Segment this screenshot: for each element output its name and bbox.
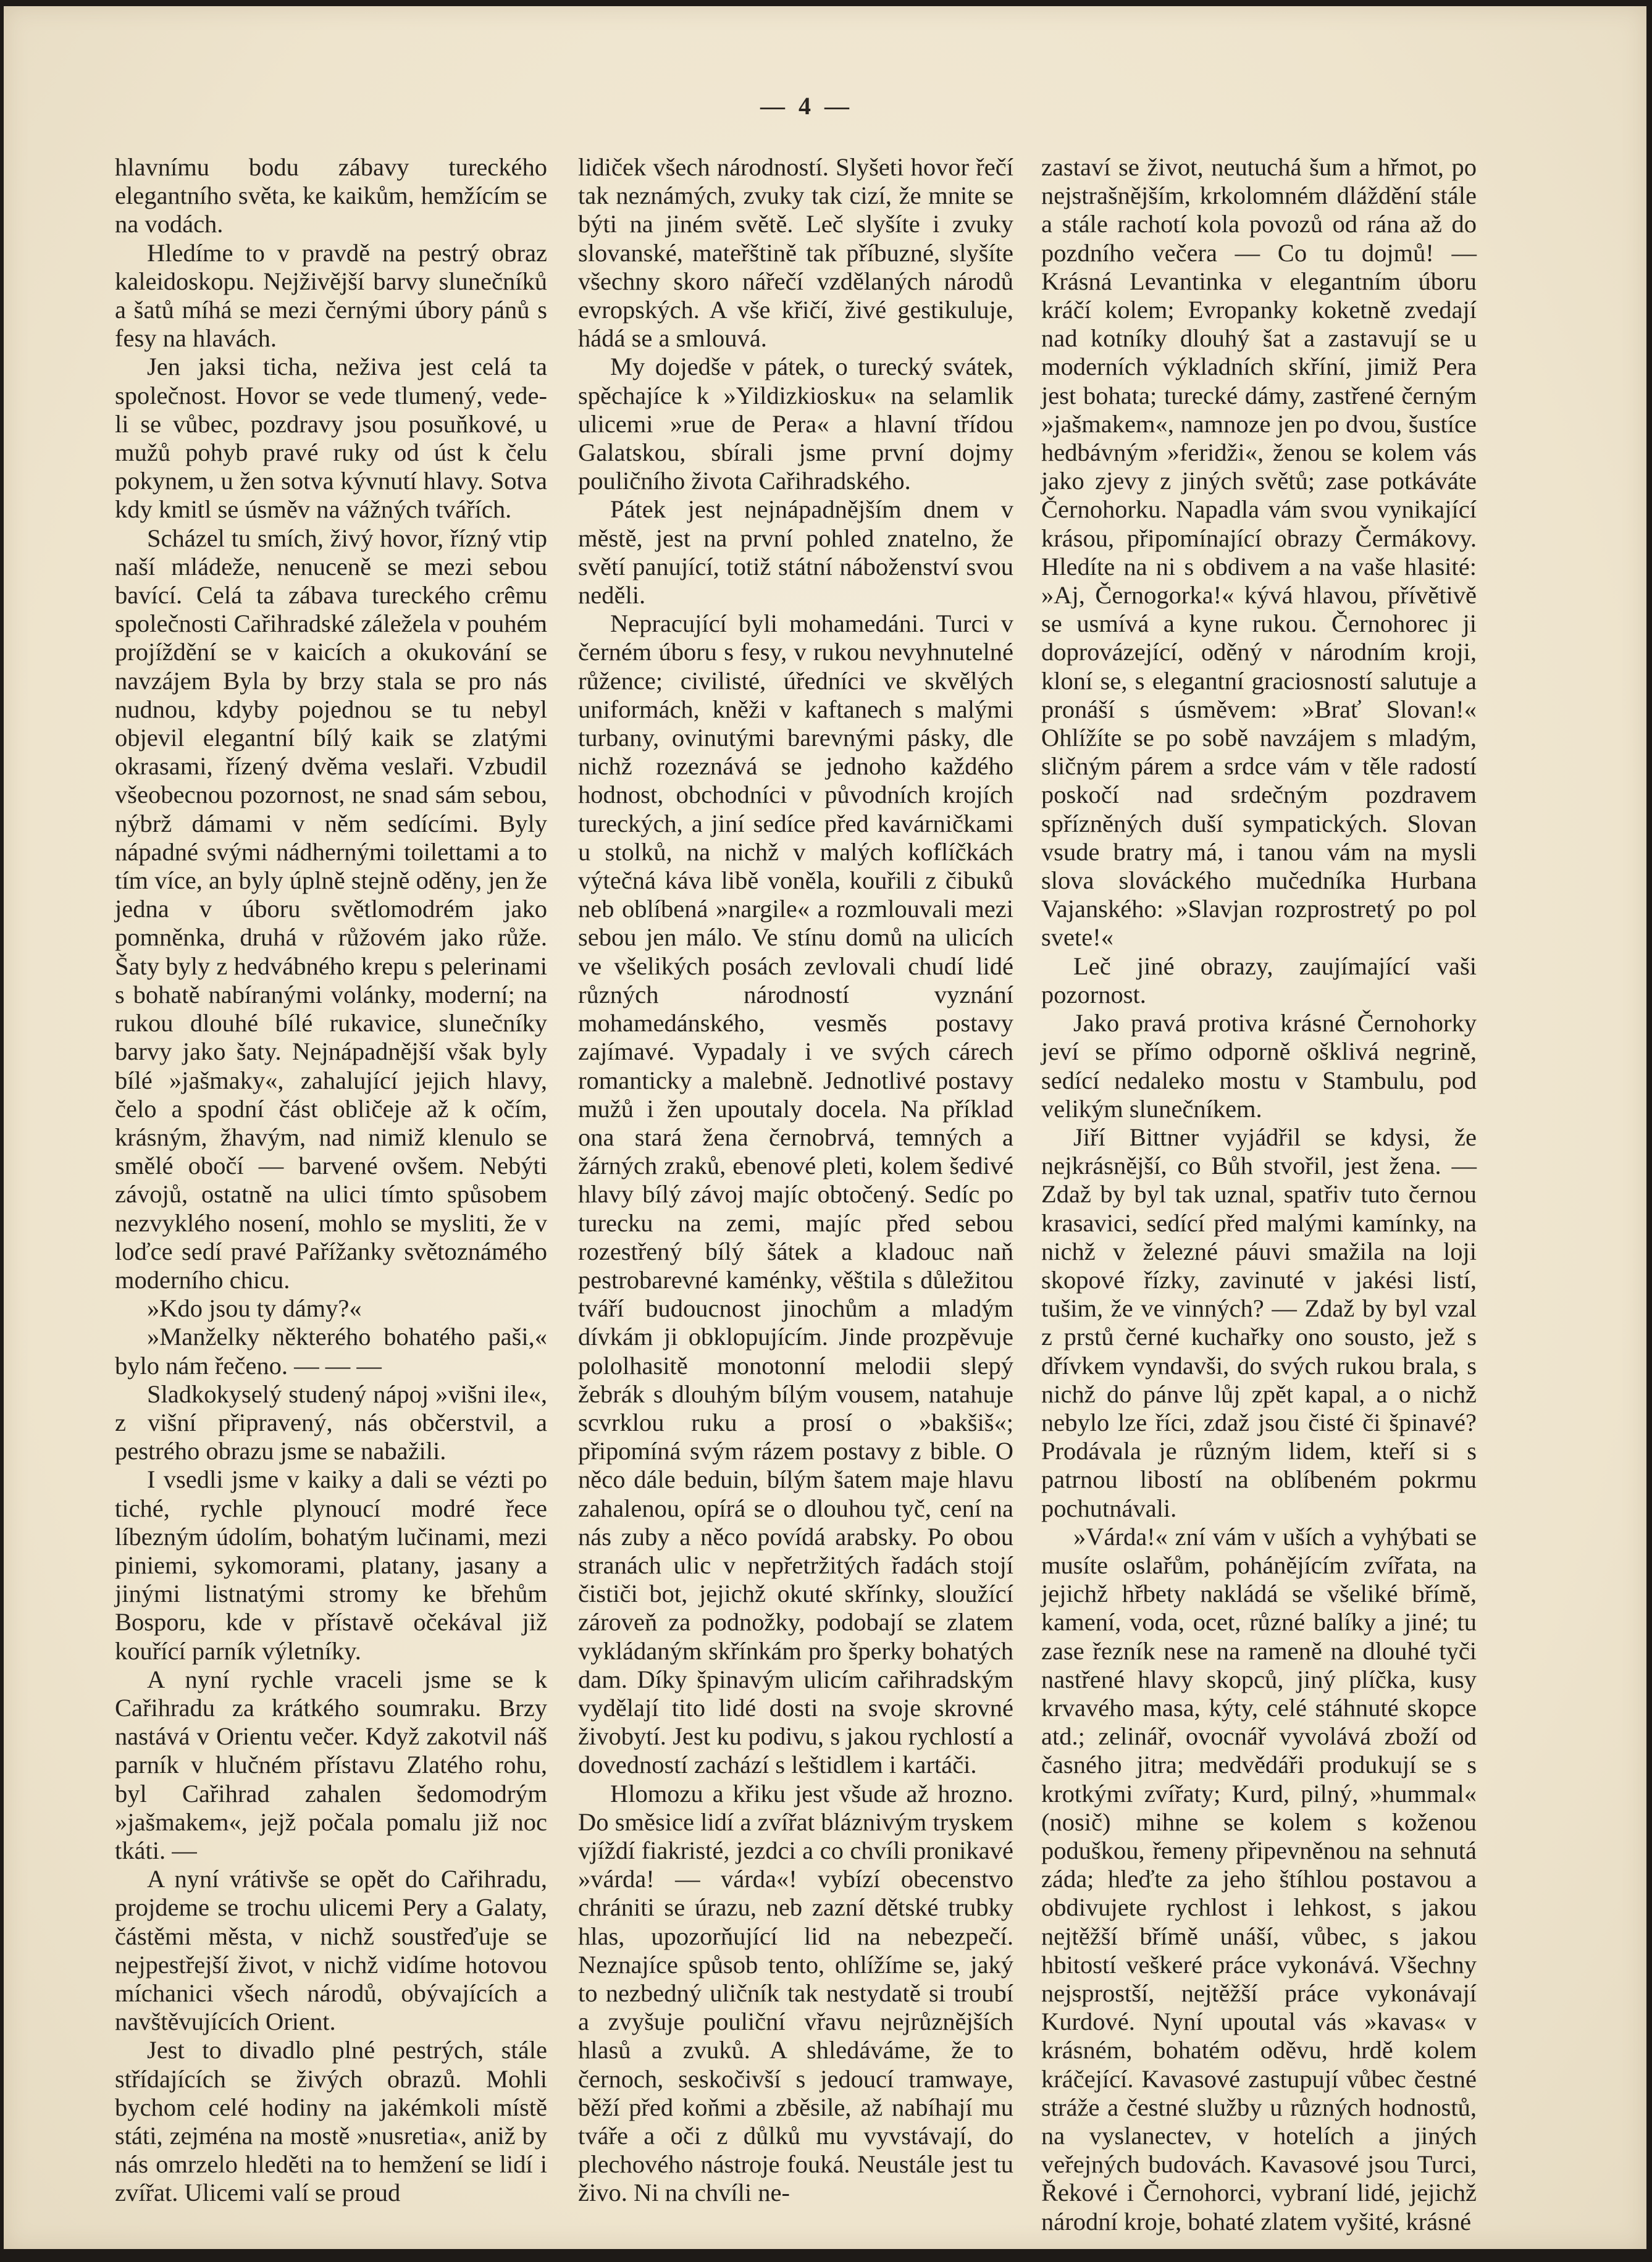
paragraph: Jest to divadlo plné pestrých, stále střídajících se živých obrazů. Mohli bychom celé hodiny na jakémkoli místě státi, zejména na mostě »nusretia«, aniž by nás omrzelo hleděti na to hemžení se lidí i zvířat. Ulicemi valí se proud [115, 2036, 547, 2207]
paragraph: Jako pravá protiva krásné Černohorky jeví se přímo odporně ošklivá negrině, sedící nedaleko mostu v Stambulu, pod velikým slunečníkem. [1041, 1009, 1477, 1123]
paragraph: Leč jiné obrazy, zaujímající vaši pozornost. [1041, 952, 1477, 1008]
page-number: — 4 — [760, 92, 853, 120]
paragraph: My dojedše v pátek, o turecký svátek, spěchajíce k »Yildizkiosku« na selamlik ulicemi »rue de Pera« a hlavní třídou Galatskou, sbírali jsme první dojmy pouličního života Cařihradského. [578, 353, 1013, 495]
paragraph: »Várda!« zní vám v uších a vyhýbati se musíte oslařům, pohánějícím zvířata, na jejichž hřbety nakládá se všeliké břímě, kamení, voda, ocet, různé balíky a jiné; tu zase řezník nese na rameně na dlouhé tyči nastřené hlavy skopců, jiný plíčka, kusy krvavého masa, kýty, celé stáhnuté skopce atd.; zelinář, ovocnář vyvolává zboží od časného jitra; medvědáři produkují se s krotkými zvířaty; Kurd, pilný, »hummal« (nosič) mihne se kolem s koženou poduškou, řemeny připevněnou na sehnutá záda; hleďte za jeho štíhlou postavou a obdivujete rychlost i lehkost, s jakou nejtěžší břímě unáší, vůbec, s jakou hbitostí veškeré práce vykonává. Všechny nejsprostší, nejtěžší práce vykonávají Kurdové. Nyní upoutal vás »kavas« v krásném, bohatém oděvu, hrdě kolem kráčející. Kavasové zastupují vůbec čestné stráže a čestné služby u různých hodnostů, na vyslanectev, v hotelích a jiných veřejných budovách. Kavasové jsou Turci, Řekové i Černohorci, vybraní lidé, jejichž národní kroje, bohaté zlatem vyšité, krásné [1041, 1522, 1477, 2235]
paragraph: Jen jaksi ticha, neživa jest celá ta společnost. Hovor se vede tlumený, vede-li se vůbec, pozdravy jsou posuňkové, u mužů pohyb pravé ruky od úst k čelu pokynem, u žen sotva kývnutí hlavy. Sotva kdy kmitl se úsměv na vážných tvářích. [115, 353, 547, 524]
text-column-1 [115, 153, 547, 2216]
newspaper-page [4, 6, 1646, 2249]
text-column-3 [1041, 153, 1477, 2235]
paragraph: Hlomozu a křiku jest všude až hrozno. Do směsice lidí a zvířat bláznivým tryskem vjíždí fiakristé, jezdci a co chvíli pronikavé »várda! — várda«! vybízí obecenstvo chrániti se úrazu, neb zazní dětské trubky hlas, upozorňující lid na nebezpečí. Neznajíce spůsob tento, ohlížíme se, jaký to nezbedný uličník tak nestydatě si troubí a zvyšuje pouliční vřavu nejrůznějších hlasů a zvuků. A shledáváme, že to černoch, seskočivší s jedoucí tramwaye, běží před koňmi a zběsile, až nabíhají mu tváře a oči z důlků mu vyvstávají, do plechového nástroje fouká. Neustále jest tu živo. Ni na chvíli ne- [578, 1779, 1013, 2207]
paragraph: A nyní vrátivše se opět do Cařihradu, projdeme se trochu ulicemi Pery a Galaty, částěmi města, v nichž soustřeďuje se nejpestřejší život, v nichž vidíme hotovou míchanici všech národů, obývajících a navštěvujících Orient. [115, 1865, 547, 2036]
paragraph: »Manželky některého bohatého paši,« bylo nám řečeno. — — — [115, 1323, 547, 1380]
paragraph: lidiček všech národností. Slyšeti hovor řečí tak neznámých, zvuky tak cizí, že mnite se býti na jiném světě. Leč slyšíte i zvuky slovanské, mateřštině tak příbuzné, slyšíte všechny skoro nářečí vzdělaných národů evropských. A vše křičí, živé gestikuluje, hádá se a smlouvá. [578, 153, 1013, 353]
paragraph: Hledíme to v pravdě na pestrý obraz kaleidoskopu. Nejživější barvy slunečníků a šatů míhá se mezi černými úbory pánů s fesy na hlavách. [115, 238, 547, 353]
paragraph: hlavnímu bodu zábavy tureckého elegantního světa, ke kaikům, hemžícím se na vodách. [115, 153, 547, 238]
paragraph: Sladkokyselý studený nápoj »višni ile«, z višní připravený, nás občerstvil, a pestrého obrazu jsme se nabažili. [115, 1380, 547, 1465]
text-column-2 [578, 153, 1013, 2216]
paragraph: Scházel tu smích, živý hovor, řízný vtip naší mládeže, nenuceně se mezi sebou bavící. Celá ta zábava tureckého crêmu společnosti Cařihradské záležela v pouhém projíždění se v kaicích a okukování se navzájem Byla by brzy stala se pro nás nudnou, kdyby pojednou se tu nebyl objevil elegantní bílý kaik se zlatými okrasami, řízený dvěma veslaři. Vzbudil všeobecnou pozornost, ne snad sám sebou, nýbrž dámami v něm sedícími. Byly nápadné svými nádhernými toilettami a to tím více, an byly úplně stejně oděny, jen že jedna v úboru světlomodrém jako pomněnka, druhá v růžovém jako růže. Šaty byly z hedvábného krepu s pelerinami s bohatě nabíranými volánky, moderní; na rukou dlouhé bílé rukavice, slunečníky barvy jako šaty. Nejnápadnější však byly bílé »jašmaky«, zahalující jejich hlavy, čelo a spodní část obličeje až k očím, krásným, žhavým, nad nimiž klenulo se smělé obočí — barvené ovšem. Nebýti závojů, ostatně na ulici tímto spůsobem nezvyklého nosení, mohlo se mysliti, že v loďce sedí pravé Pařížanky světoznámého moderního chicu. [115, 524, 547, 1294]
paragraph: Nepracující byli mohamedáni. Turci v černém úboru s fesy, v rukou nevyhnutelné růžence; civilisté, úředníci ve skvělých uniformách, kněži v kaftanech s malými turbany, ovinutými barevnými pásky, dle nichž rozeznává se jednoho každého hodnost, obchodníci v původních krojích tureckých, a jiní sedíce před kavárničkami u stolků, na nichž v malých koflíčkách výtečná káva libě voněla, kouřili z čibuků neb oblíbená »nargile« a rozmlouvali mezi sebou jen málo. Ve stínu domů na ulicích ve všelikých posách zevlovali chudí lidé různých národností vyznání mohamedánského, vesměs postavy zajímavé. Vypadaly i ve svých cárech romanticky a malebně. Jednotlivé postavy mužů i žen upoutaly docela. Na příklad ona stará žena černobrvá, temných a žárných zraků, ebenové pleti, kolem šedivé hlavy bílý závoj majíc obtočený. Sedíc po turecku na zemi, majíc před sebou rozestřený bílý šátek a kladouc naň pestrobarevné kaménky, věštila s důležitou tváří budoucnost jinochům a mladým dívkám ji obklopujícím. Jinde prozpěvuje pololhasitě monotonní melodii slepý žebrák s dlouhým bílým vousem, natahuje scvrklou ruku a prosí o »bakšiš«; připomíná svým rázem postavy z bible. O něco dále beduin, bílým šatem maje hlavu zahalenou, opírá se o dlouhou tyč, cení na nás zuby a něco povídá arabsky. Po obou stranách ulic v nepřetržitých řadách stojí čističi bot, jejichž okuté skřínky, sloužící zároveň za podnožky, podobají se zlatem vykládaným skřínkám pro šperky bohatých dam. Díky špinavým ulicím cařihradským vydělají tito lidé dosti na svoje skrovné živobytí. Jest ku podivu, s jakou rychlostí a dovedností zachází s leštidlem i kartáči. [578, 609, 1013, 1779]
paragraph: zastaví se život, neutuchá šum a hřmot, po nejstrašnějším, krkolomném dláždění stále a stále rachotí kola povozů od rána až do pozdního večera — Co tu dojmů! — Krásná Levantinka v elegantním úboru kráčí kolem; Evropanky koketně zvedají nad kotníky dlouhý šat a zastavují se u moderních výkladních skříní, jimiž Pera jest bohata; turecké dámy, zastřené černým »jašmakem«, namnoze jen po dvou, šustíce hedbávným »feridži«, ženou se kolem vás jako zjevy z jiných světů; zase potkáváte Černohorku. Napadla vám svou vynikající krásou, připomínající obrazy Čermákovy. Hledíte na ni s obdivem a na vaše hlasité: »Aj, Černogorka!« kývá hlavou, přívětivě se usmívá a kyne rukou. Černohorec ji doprovázející, oděný v národním kroji, kloní se, s elegantní graciosností salutuje a pronáší s úsměvem: »Brať Slovan!« Ohlížíte se po sobě navzájem s mladým, sličným párem a srdce vám v těle radostí poskočí nad srdečným pozdravem spřízněných duší sympatických. Slovan vsude bratry má, i tanou vám na mysli slova slováckého mučedníka Hurbana Vajanského: »Slavjan rozprostretý po pol svete!« [1041, 153, 1477, 952]
paragraph: Jiří Bittner vyjádřil se kdysi, že nejkrásnější, co Bůh stvořil, jest žena. — Zdaž by byl tak uznal, spatřiv tuto černou krasavici, sedící před malými kamínky, na nichž v železné páuvi smažila na loji skopové řízky, zavinuté v jakési listí, tušim, že ve vinných? — Zdaž by byl vzal z prstů černé kuchařky ono sousto, jež s dřívkem vyndavši, do svých rukou brala, s nichž do pánve lůj zpět kapal, a o nichž nebylo lze říci, zdaž jsou čisté či špinavé? Prodávala je různým lidem, kteří si s patrnou libostí na oblíbeném pokrmu pochutnávali. [1041, 1123, 1477, 1522]
paragraph: »Kdo jsou ty dámy?« [147, 1294, 362, 1323]
paragraph: A nyní rychle vraceli jsme se k Cařihradu za krátkého soumraku. Brzy nastává v Orientu večer. Když zakotvil náš parník v hlučném přístavu Zlatého rohu, byl Cařihrad zahalen šedomodrým »jašmakem«, jejž počala pomalu již noc tkáti. — [115, 1665, 547, 1864]
paragraph: I vsedli jsme v kaiky a dali se vézti po tiché, rychle plynoucí modré řece líbezným údolím, bohatým lučinami, mezi piniemi, sykomorami, platany, jasany a jinými listnatými stromy ke břehům Bosporu, kde v přístavě očekával již kouřící parník výletníky. [115, 1465, 547, 1665]
paragraph: Pátek jest nejnápadnějším dnem v městě, jest na první pohled znatelno, že světí panující, totiž státní náboženství svou neděli. [578, 495, 1013, 609]
